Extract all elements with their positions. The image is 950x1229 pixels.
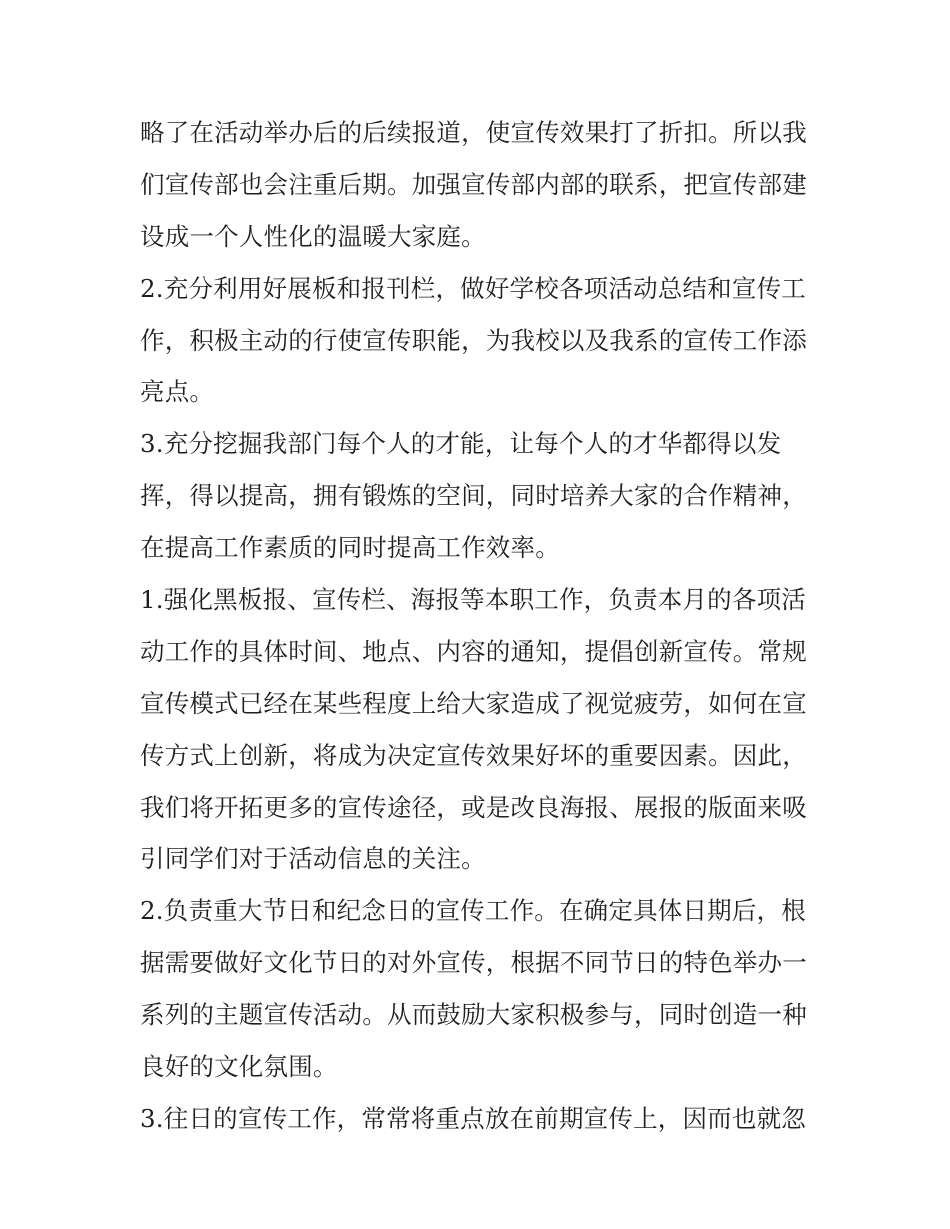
text-line: 据需要做好文化节日的对外宣传，根据不同节日的特色举办一 (140, 948, 807, 978)
text-line: 系列的主题宣传活动。从而鼓励大家积极参与，同时创造一种 (140, 1000, 807, 1030)
body-text (140, 107, 820, 1145)
text-line: 宣传模式已经在某些程度上给大家造成了视觉疲劳，如何在宣 (140, 688, 807, 718)
text-line: 动工作的具体时间、地点、内容的通知，提倡创新宣传。常规 (140, 636, 807, 666)
text-line: 我们将开拓更多的宣传途径，或是改良海报、展报的版面来吸 (140, 792, 807, 822)
text-line: 3.充分挖掘我部门每个人的才能，让每个人的才华都得以发 (140, 429, 782, 459)
text-line: 引同学们对于活动信息的关注。 (140, 844, 486, 874)
text-line: 2.充分利用好展板和报刊栏，做好学校各项活动总结和宣传工 (140, 273, 806, 303)
text-line: 亮点。 (140, 377, 215, 407)
text-line: 3.往日的宣传工作，常常将重点放在前期宣传上，因而也就忽 (140, 1103, 806, 1133)
text-line: 略了在活动举办后的后续报道，使宣传效果打了折扣。所以我 (140, 118, 807, 147)
text-line: 在提高工作素质的同时提高工作效率。 (140, 533, 560, 563)
text-line: 挥，得以提高，拥有锻炼的空间，同时培养大家的合作精神， (140, 481, 807, 511)
text-line: 们宣传部也会注重后期。加强宣传部内部的联系，把宣传部建 (140, 169, 807, 199)
text-line: 设成一个人性化的温暖大家庭。 (140, 221, 486, 251)
text-line: 1.强化黑板报、宣传栏、海报等本职工作，负责本月的各项活 (140, 585, 806, 615)
text-line: 2.负责重大节日和纪念日的宣传工作。在确定具体日期后，根 (140, 896, 806, 926)
text-line: 良好的文化氛围。 (140, 1052, 338, 1082)
text-line: 作，积极主动的行使宣传职能，为我校以及我系的宣传工作添 (140, 325, 807, 355)
text-line: 传方式上创新，将成为决定宣传效果好坏的重要因素。因此， (140, 740, 807, 770)
